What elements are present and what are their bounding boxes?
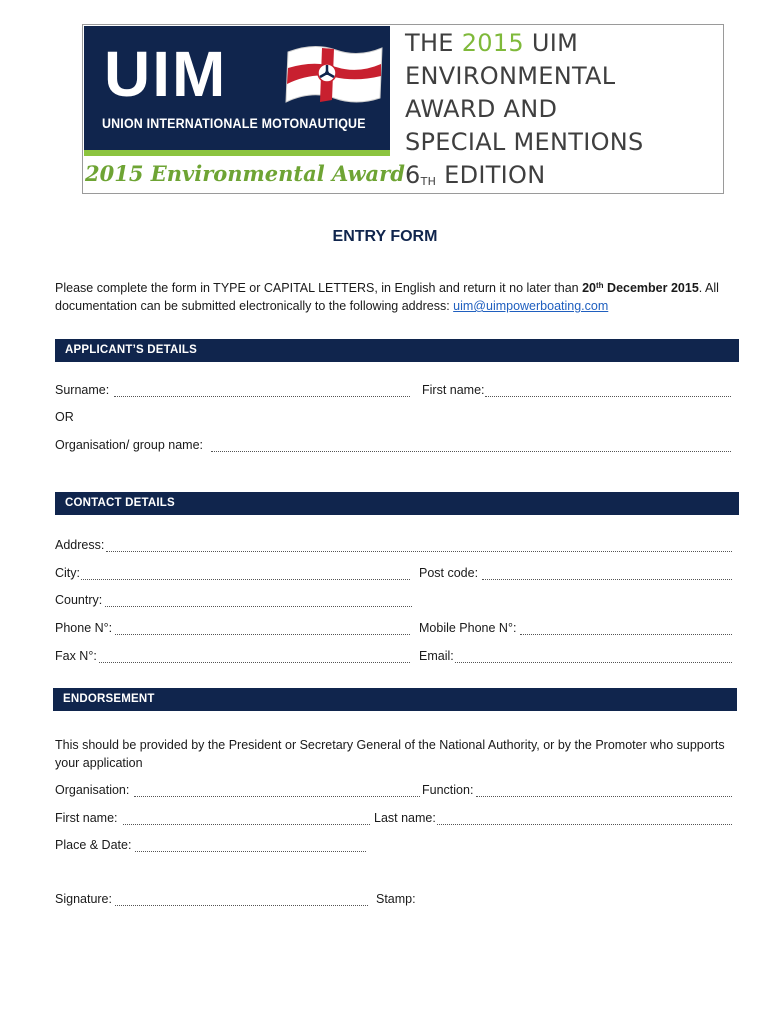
or-label: OR <box>55 410 74 424</box>
title-line-1-pre: THE <box>405 29 462 57</box>
mobile-label: Mobile Phone N°: <box>419 621 517 635</box>
function-label: Function: <box>422 783 474 797</box>
title-line-1 <box>405 27 721 60</box>
form-title: ENTRY FORM <box>332 228 438 245</box>
surname-label: Surname: <box>55 383 110 397</box>
edition-suffix: TH <box>420 175 437 188</box>
intro-paragraph <box>55 279 745 315</box>
logo-letters: UIM <box>104 38 228 110</box>
intro-text-2: . All documentation can be submitted electronically to the following address: <box>55 281 719 313</box>
award-strip-year: 2015 <box>85 161 144 186</box>
endorse-organisation-label: Organisation: <box>55 783 130 797</box>
award-strip-text: Environmental Award <box>150 161 405 186</box>
city-field[interactable] <box>81 579 410 580</box>
title-line-4: SPECIAL MENTIONS <box>405 128 644 156</box>
title-line-5 <box>405 159 721 192</box>
first-name-label: First name: <box>422 383 485 397</box>
country-label: Country: <box>55 593 103 607</box>
fax-field[interactable] <box>99 662 410 663</box>
award-strip <box>85 159 405 189</box>
address-field[interactable] <box>106 551 732 552</box>
place-date-field[interactable] <box>135 851 366 852</box>
place-date-label: Place & Date: <box>55 838 132 852</box>
stamp-label: Stamp: <box>376 892 416 906</box>
country-field[interactable] <box>105 606 412 607</box>
mobile-field[interactable] <box>520 634 732 635</box>
function-field[interactable] <box>476 796 732 797</box>
fax-label: Fax N°: <box>55 649 97 663</box>
first-name-field[interactable] <box>485 396 731 397</box>
green-stripe <box>84 150 390 156</box>
city-label: City: <box>55 566 80 580</box>
surname-field[interactable] <box>114 396 410 397</box>
organisation-label: Organisation/ group name: <box>55 438 204 452</box>
uim-logo <box>84 26 390 150</box>
post-code-label: Post code: <box>419 566 479 580</box>
edition-label: EDITION <box>436 161 546 189</box>
title-line-2: ENVIRONMENTAL <box>405 62 616 90</box>
deadline-month-year: December 2015 <box>603 281 699 295</box>
post-code-field[interactable] <box>482 579 732 580</box>
deadline-day: 20 <box>582 281 597 295</box>
last-name-label: Last name: <box>374 811 436 825</box>
deadline-suffix: th <box>596 281 604 290</box>
endorsement-description: This should be provided by the President or Secretary General of the National Authority, or by the Promoter who supports your application <box>55 738 725 770</box>
intro-text-1: Please complete the form in TYPE or CAPITAL LETTERS, in English and return it no later than <box>55 281 583 295</box>
title-line-3: AWARD AND <box>405 95 558 123</box>
title-year: 2015 <box>461 29 524 57</box>
section-applicant: APPLICANT’S DETAILS <box>55 339 739 362</box>
section-contact: CONTACT DETAILS <box>55 492 739 515</box>
header-banner <box>82 24 724 194</box>
email-link[interactable]: uim@uimpowerboating.com <box>453 299 609 313</box>
edition-number: 6 <box>405 161 421 189</box>
endorse-first-name-field[interactable] <box>123 824 370 825</box>
email-label: Email: <box>419 649 454 663</box>
uim-flag-icon <box>284 40 384 108</box>
signature-label: Signature: <box>55 892 112 906</box>
endorse-organisation-field[interactable] <box>134 796 420 797</box>
deadline <box>582 281 699 295</box>
endorse-first-name-label: First name: <box>55 811 118 825</box>
address-label: Address: <box>55 538 105 552</box>
section-endorsement: ENDORSEMENT <box>53 688 737 711</box>
phone-field[interactable] <box>115 634 410 635</box>
organisation-field[interactable] <box>211 451 731 452</box>
logo-subtitle: UNION INTERNATIONALE MOTONAUTIQUE <box>102 116 366 131</box>
phone-label: Phone N°: <box>55 621 113 635</box>
title-line-1-post: UIM <box>523 29 579 57</box>
last-name-field[interactable] <box>437 824 732 825</box>
award-title <box>405 27 721 192</box>
email-field[interactable] <box>455 662 732 663</box>
signature-field[interactable] <box>115 905 368 906</box>
